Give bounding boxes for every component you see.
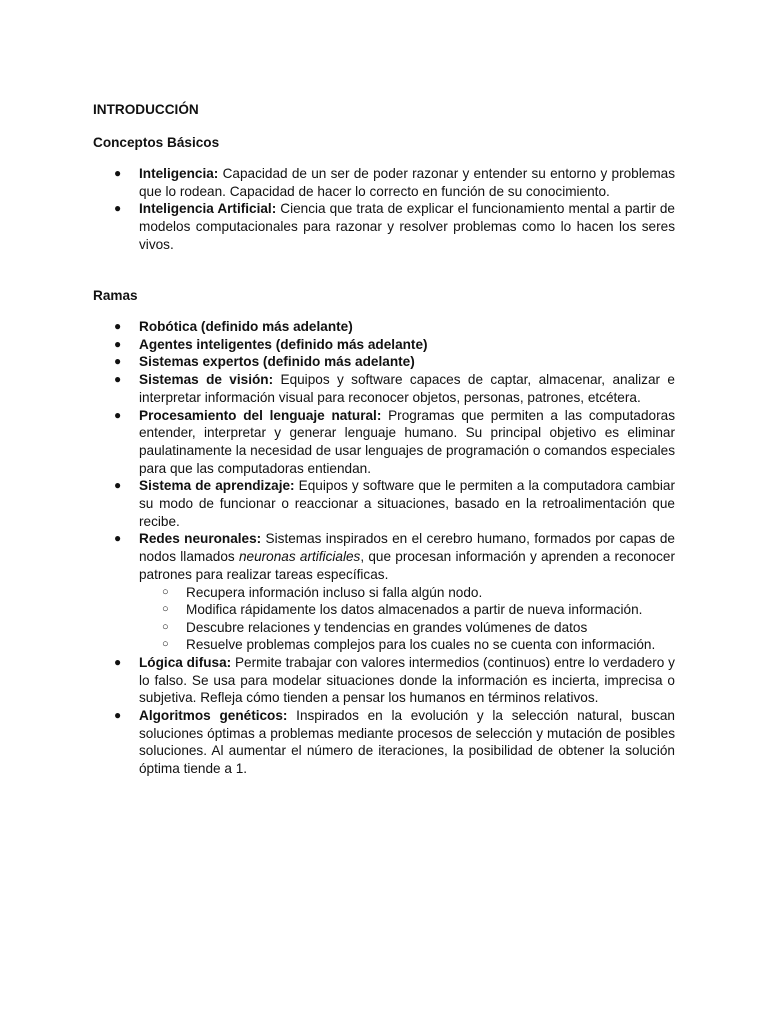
bullet-icon: ● — [114, 407, 122, 422]
sub-item-text: Recupera información incluso si falla algún nodo. — [186, 584, 483, 600]
circle-bullet-icon: ○ — [162, 638, 169, 651]
bullet-icon: ● — [114, 372, 122, 387]
term: Algoritmos genéticos: — [139, 708, 288, 724]
bullet-icon: ● — [114, 319, 122, 333]
definition: Inspirados en la evolución y la selección natural, buscan soluciones óptimas a problemas mediante procesos de selección y mutación de posibles soluciones. Al aumentar el número de iteraciones, la posibilidad de obtener la solución óptima tiende a 1. — [139, 708, 675, 777]
term: Redes neuronales: — [139, 531, 262, 547]
conceptos-heading — [93, 134, 219, 152]
list-item — [93, 165, 675, 200]
ramas-list — [93, 318, 675, 778]
conceptos-heading-text: Conceptos Básicos — [93, 135, 220, 150]
list-item — [93, 200, 675, 253]
bullet-icon: ● — [114, 336, 122, 351]
term: Sistemas expertos (definido más adelante) — [139, 354, 415, 370]
term: Agentes inteligentes (definido más adelante) — [139, 336, 428, 352]
circle-bullet-icon: ○ — [162, 620, 169, 633]
sub-item-text: Descubre relaciones y tendencias en grandes volúmenes de datos — [186, 619, 588, 635]
conceptos-list — [93, 165, 675, 254]
definition-italic: neuronas artificiales — [238, 549, 361, 565]
term: Robótica (definido más adelante) — [139, 319, 353, 334]
list-item — [93, 371, 675, 406]
list-item — [93, 477, 675, 530]
bullet-icon: ● — [114, 201, 122, 216]
list-item — [93, 407, 675, 478]
list-item — [93, 318, 675, 336]
list-item — [93, 707, 675, 778]
list-item — [93, 336, 675, 354]
term: Procesamiento del lenguaje natural: — [139, 407, 382, 423]
intro-heading: INTRODUCCIÓN — [93, 102, 199, 117]
sub-list-item — [139, 601, 675, 619]
definition: Equipos y software que le permiten a la computadora cambiar su modo de funcionar o reaccionar a situaciones, basado en la retroalimentación que recibe. — [139, 478, 675, 529]
definition: Ciencia que trata de explicar el funcionamiento mental a partir de modelos computacionales para razonar y resolver problemas como lo hacen los seres vivos. — [139, 201, 675, 252]
sub-list-item — [139, 619, 675, 637]
bullet-icon: ● — [114, 166, 122, 180]
definition-end: , que procesan información y aprenden a reconocer patrones para realizar tareas específicas. — [139, 549, 675, 582]
circle-bullet-icon: ○ — [162, 585, 169, 598]
definition-start: Sistemas inspirados en el cerebro humano, formados por capas de nodos llamados — [139, 531, 675, 565]
bullet-icon: ● — [114, 654, 122, 669]
bullet-icon: ● — [114, 354, 122, 369]
term: Sistemas de visión: — [139, 372, 274, 388]
term: Sistema de aprendizaje: — [139, 478, 295, 494]
circle-bullet-icon: ○ — [162, 603, 169, 616]
term: Inteligencia: — [139, 166, 219, 181]
term: Lógica difusa: — [139, 654, 232, 670]
list-item — [93, 654, 675, 707]
definition: Equipos y software capaces de captar, almacenar, analizar e interpretar información visual para reconocer objetos, personas, patrones, etcétera. — [139, 372, 675, 405]
list-item — [93, 353, 675, 371]
bullet-icon: ● — [114, 478, 122, 493]
redes-sublist — [139, 584, 675, 654]
bullet-icon: ● — [114, 531, 122, 546]
bullet-icon: ● — [114, 708, 122, 723]
term: Inteligencia Artificial: — [139, 201, 277, 217]
sub-item-text: Resuelve problemas complejos para los cuales no se cuenta con información. — [186, 637, 656, 653]
sub-list-item — [139, 584, 675, 602]
ramas-heading: Ramas — [93, 288, 138, 303]
sub-list-item — [139, 636, 675, 654]
list-item — [93, 530, 675, 653]
sub-item-text: Modifica rápidamente los datos almacenados a partir de nueva información. — [186, 602, 643, 618]
definition: Permite trabajar con valores intermedios (continuos) entre lo verdadero y lo falso. Se usa para modelar situaciones donde la información es incierta, imprecisa o subjetiva. Refleja cómo tienden a pensar los humanos en términos relativos. — [139, 654, 675, 706]
definition: Programas que permiten a las computadoras entender, interpretar y generar lenguaje humano. Su principal objetivo es eliminar paulatinamente la necesidad de usar lenguajes de programación o comandos especiales para que las computadoras entiendan. — [139, 407, 675, 476]
definition: Capacidad de un ser de poder razonar y entender su entorno y problemas que lo rodean. Capacidad de hacer lo correcto en función de su conocimiento. — [139, 166, 675, 199]
